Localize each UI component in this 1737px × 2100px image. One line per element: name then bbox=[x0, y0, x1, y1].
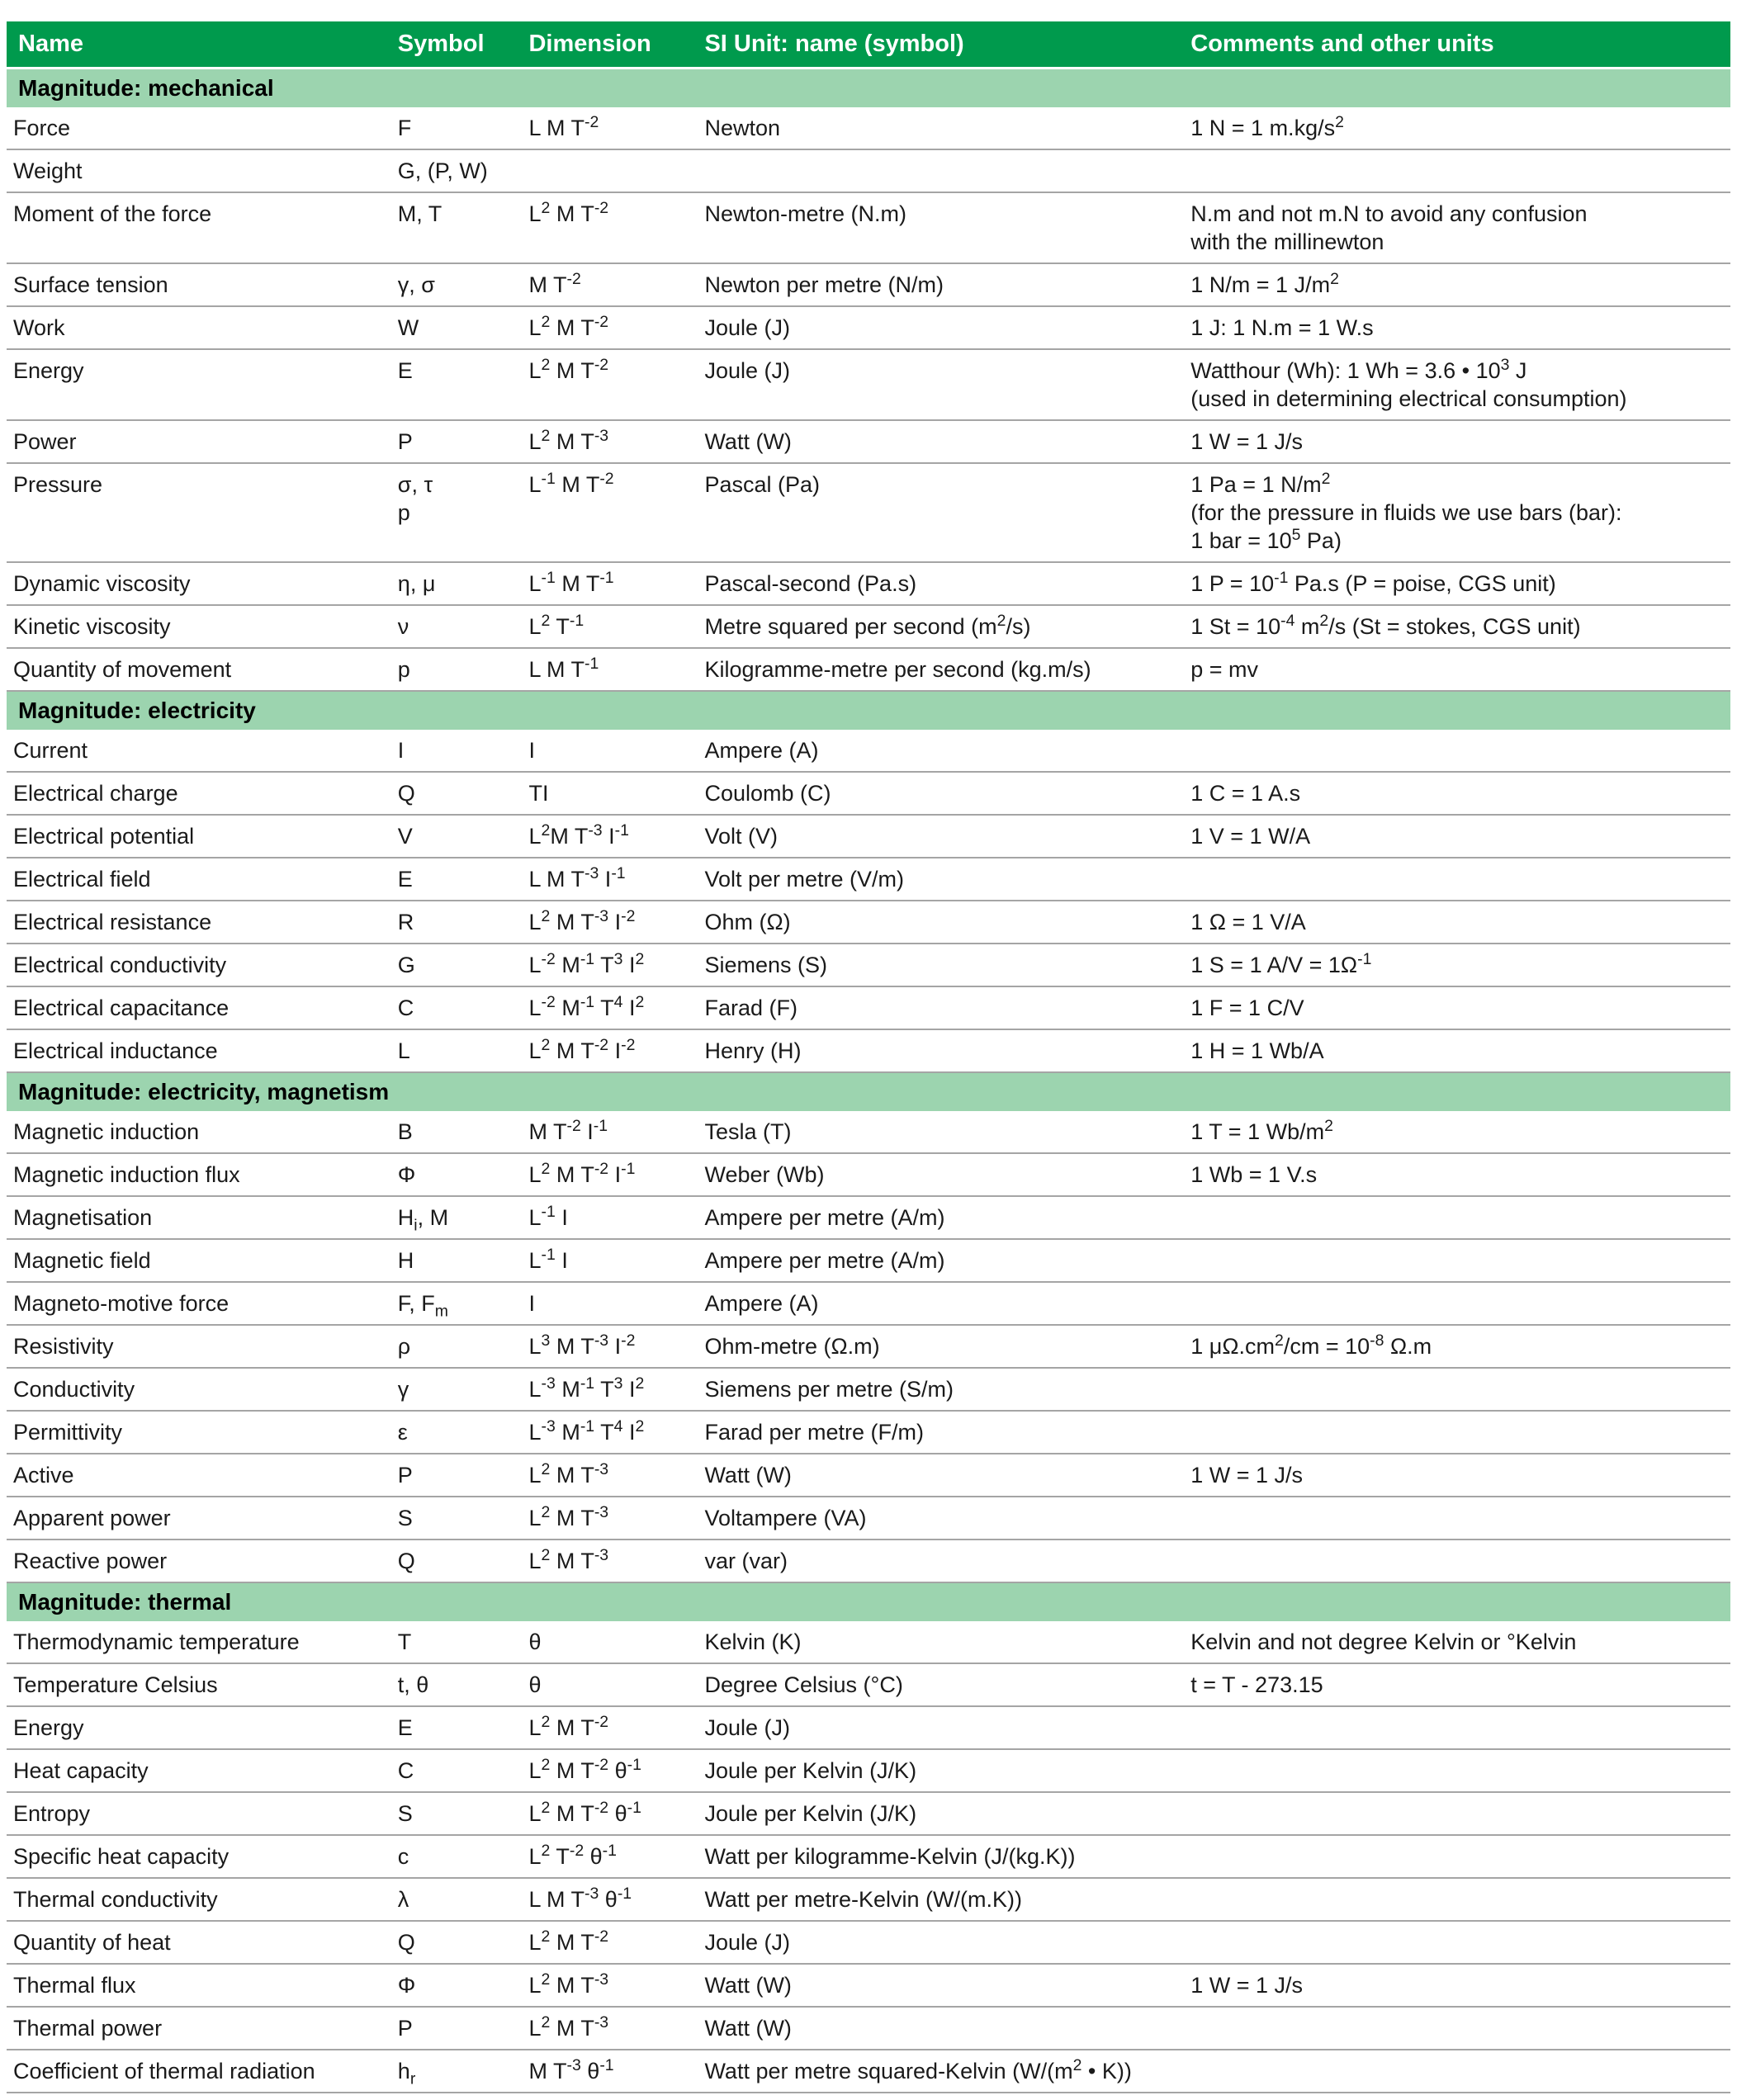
cell-symbol: Q bbox=[395, 772, 526, 815]
section-header-row bbox=[7, 691, 1730, 730]
cell-si-unit: Watt per metre-Kelvin (W/(m.K)) bbox=[701, 1878, 1187, 1921]
table-row bbox=[7, 463, 1730, 562]
cell-dimension: M $T^{-3}$ $\theta^{-1}$ bbox=[525, 2050, 701, 2093]
table-row bbox=[7, 1153, 1730, 1196]
cell-dimension: $L^{-3}$ $M^{-1}$ $T^4$ $I^2$ bbox=[525, 1411, 701, 1454]
cell-symbol: γ bbox=[395, 1368, 526, 1411]
cell-name: Electrical charge bbox=[7, 772, 395, 815]
cell-symbol: Q bbox=[395, 1921, 526, 1964]
table-row bbox=[7, 986, 1730, 1029]
cell-dimension: L M $T^{-3}$ $I^{-1}$ bbox=[525, 858, 701, 901]
column-header-symbol: Symbol bbox=[395, 21, 526, 69]
cell-dimension: $L^{-1}$ M $T^{-1}$ bbox=[525, 562, 701, 605]
cell-dimension: $L^2$ M $T^{-3}$ $I^{-2}$ bbox=[525, 901, 701, 944]
cell-symbol: P bbox=[395, 2007, 526, 2050]
cell-si-unit: Joule (J) bbox=[701, 306, 1187, 349]
cell-dimension: $L^2$ M $T^{-3}$ bbox=[525, 1964, 701, 2007]
cell-dimension: $L^{-2}$ $M^{-1}$ $T^3$ $I^2$ bbox=[525, 944, 701, 986]
cell-comments: 1 C = 1 A.s bbox=[1187, 772, 1730, 815]
cell-comments bbox=[1187, 1282, 1730, 1325]
cell-symbol: R bbox=[395, 901, 526, 944]
cell-symbol: I bbox=[395, 730, 526, 772]
column-header-comments: Comments and other units bbox=[1187, 21, 1730, 69]
cell-comments bbox=[1187, 149, 1730, 192]
cell-name: Entropy bbox=[7, 1792, 395, 1835]
cell-name: Thermal conductivity bbox=[7, 1878, 395, 1921]
cell-si-unit: Pascal (Pa) bbox=[701, 463, 1187, 562]
cell-symbol: $h_r$ bbox=[395, 2050, 526, 2093]
cell-symbol: σ, τ p bbox=[395, 463, 526, 562]
cell-si-unit: Watt (W) bbox=[701, 420, 1187, 463]
cell-symbol: C bbox=[395, 1749, 526, 1792]
cell-symbol: c bbox=[395, 1835, 526, 1878]
cell-comments: 1 W = 1 J/s bbox=[1187, 1964, 1730, 2007]
cell-symbol: T bbox=[395, 1621, 526, 1663]
cell-name: Quantity of heat bbox=[7, 1921, 395, 1964]
cell-symbol: Q bbox=[395, 1540, 526, 1582]
cell-comments bbox=[1187, 2007, 1730, 2050]
section-header-row bbox=[7, 1072, 1730, 1111]
cell-dimension: L M $T^{-3}$ $\theta^{-1}$ bbox=[525, 1878, 701, 1921]
cell-comments: 1 $St = 10^{-4}$ $m^2/s$ (St = stokes, CGS unit) bbox=[1187, 605, 1730, 648]
table-row bbox=[7, 1454, 1730, 1497]
table-body bbox=[7, 69, 1730, 2093]
cell-si-unit bbox=[701, 149, 1187, 192]
cell-si-unit: Joule (J) bbox=[701, 349, 1187, 420]
cell-name: Coefficient of thermal radiation bbox=[7, 2050, 395, 2093]
cell-comments: 1 V = 1 W/A bbox=[1187, 815, 1730, 858]
cell-comments bbox=[1187, 1706, 1730, 1749]
cell-dimension: $L^{-1}$ I bbox=[525, 1196, 701, 1239]
cell-name: Specific heat capacity bbox=[7, 1835, 395, 1878]
cell-dimension: θ bbox=[525, 1663, 701, 1706]
cell-name: Magnetisation bbox=[7, 1196, 395, 1239]
section-title: Magnitude: thermal bbox=[7, 1582, 1730, 1621]
cell-name: Reactive power bbox=[7, 1540, 395, 1582]
cell-dimension: $L^2$ M $T^{-3}$ bbox=[525, 1540, 701, 1582]
cell-comments bbox=[1187, 1368, 1730, 1411]
cell-si-unit: Volt per metre (V/m) bbox=[701, 858, 1187, 901]
cell-dimension: $L^2$ M $T^{-2}$ $\theta^{-1}$ bbox=[525, 1749, 701, 1792]
cell-si-unit: Henry (H) bbox=[701, 1029, 1187, 1072]
cell-name: Pressure bbox=[7, 463, 395, 562]
cell-si-unit: Joule (J) bbox=[701, 1706, 1187, 1749]
cell-name: Electrical capacitance bbox=[7, 986, 395, 1029]
cell-name: Thermal flux bbox=[7, 1964, 395, 2007]
cell-dimension: $L^2$ M $T^{-3}$ bbox=[525, 2007, 701, 2050]
table-row bbox=[7, 192, 1730, 263]
cell-comments bbox=[1187, 1239, 1730, 1282]
cell-name: Resistivity bbox=[7, 1325, 395, 1368]
cell-si-unit: Degree Celsius (°C) bbox=[701, 1663, 1187, 1706]
cell-symbol: E bbox=[395, 858, 526, 901]
cell-si-unit: Joule per Kelvin (J/K) bbox=[701, 1792, 1187, 1835]
table-row bbox=[7, 1835, 1730, 1878]
cell-comments: t = T - 273.15 bbox=[1187, 1663, 1730, 1706]
table-row bbox=[7, 107, 1730, 149]
cell-dimension: $L^2M$ $T^{-3}$ $I^{-1}$ bbox=[525, 815, 701, 858]
column-header-name: Name bbox=[7, 21, 395, 69]
cell-si-unit: Voltampere (VA) bbox=[701, 1497, 1187, 1540]
cell-name: Electrical potential bbox=[7, 815, 395, 858]
cell-dimension bbox=[525, 149, 701, 192]
cell-dimension: M $T^{-2}$ bbox=[525, 263, 701, 306]
cell-name: Dynamic viscosity bbox=[7, 562, 395, 605]
cell-comments bbox=[1187, 1540, 1730, 1582]
cell-symbol: $H_i$, M bbox=[395, 1196, 526, 1239]
cell-name: Force bbox=[7, 107, 395, 149]
cell-name: Magnetic field bbox=[7, 1239, 395, 1282]
table-row bbox=[7, 2050, 1730, 2093]
cell-name: Active bbox=[7, 1454, 395, 1497]
cell-name: Electrical field bbox=[7, 858, 395, 901]
cell-comments: 1 W = 1 J/s bbox=[1187, 1454, 1730, 1497]
table-row bbox=[7, 605, 1730, 648]
table-row bbox=[7, 1921, 1730, 1964]
cell-si-unit: Newton per metre (N/m) bbox=[701, 263, 1187, 306]
table-row bbox=[7, 1029, 1730, 1072]
cell-comments bbox=[1187, 2050, 1730, 2093]
section-header-row bbox=[7, 69, 1730, 108]
cell-si-unit: Tesla (T) bbox=[701, 1111, 1187, 1153]
cell-dimension: $L^3$ M $T^{-3}$ $I^{-2}$ bbox=[525, 1325, 701, 1368]
cell-symbol: S bbox=[395, 1792, 526, 1835]
cell-symbol: ν bbox=[395, 605, 526, 648]
cell-comments: 1 Wb = 1 V.s bbox=[1187, 1153, 1730, 1196]
cell-symbol: t, θ bbox=[395, 1663, 526, 1706]
cell-comments bbox=[1187, 1749, 1730, 1792]
cell-dimension: $L^2$ M $T^{-3}$ bbox=[525, 1454, 701, 1497]
cell-symbol: G bbox=[395, 944, 526, 986]
cell-si-unit: var (var) bbox=[701, 1540, 1187, 1582]
table-row bbox=[7, 1411, 1730, 1454]
cell-si-unit: Newton-metre (N.m) bbox=[701, 192, 1187, 263]
cell-symbol: C bbox=[395, 986, 526, 1029]
table-row bbox=[7, 349, 1730, 420]
table-row bbox=[7, 858, 1730, 901]
cell-symbol: H bbox=[395, 1239, 526, 1282]
cell-si-unit: Watt (W) bbox=[701, 2007, 1187, 2050]
cell-comments: 1 N/m = 1 $J/m^2$ bbox=[1187, 263, 1730, 306]
cell-comments: 1 W = 1 J/s bbox=[1187, 420, 1730, 463]
table-header-row bbox=[7, 21, 1730, 69]
table-row bbox=[7, 1325, 1730, 1368]
cell-name: Quantity of movement bbox=[7, 648, 395, 691]
cell-comments bbox=[1187, 1792, 1730, 1835]
cell-name: Temperature Celsius bbox=[7, 1663, 395, 1706]
cell-comments: 1 H = 1 Wb/A bbox=[1187, 1029, 1730, 1072]
table-row bbox=[7, 1792, 1730, 1835]
cell-dimension: L M $T^{-1}$ bbox=[525, 648, 701, 691]
cell-symbol: ρ bbox=[395, 1325, 526, 1368]
cell-dimension: I bbox=[525, 730, 701, 772]
cell-dimension: TI bbox=[525, 772, 701, 815]
cell-name: Permittivity bbox=[7, 1411, 395, 1454]
table-row bbox=[7, 1749, 1730, 1792]
table-row bbox=[7, 263, 1730, 306]
table-row bbox=[7, 562, 1730, 605]
table-row bbox=[7, 1196, 1730, 1239]
table-row bbox=[7, 1663, 1730, 1706]
cell-si-unit: Siemens per metre (S/m) bbox=[701, 1368, 1187, 1411]
cell-si-unit: Kelvin (K) bbox=[701, 1621, 1187, 1663]
cell-symbol: F bbox=[395, 107, 526, 149]
column-header-dimension: Dimension bbox=[525, 21, 701, 69]
cell-symbol: γ, σ bbox=[395, 263, 526, 306]
cell-comments: Watthour (Wh): 1 Wh = 3.6 • $10^3$ J (used in determining electrical consumption) bbox=[1187, 349, 1730, 420]
cell-symbol: P bbox=[395, 420, 526, 463]
cell-comments: 1 $\mu\Omega.cm^2/cm = 10^{-8}$ Ω.m bbox=[1187, 1325, 1730, 1368]
cell-comments bbox=[1187, 1497, 1730, 1540]
cell-symbol: L bbox=[395, 1029, 526, 1072]
cell-dimension: $L^2$ M $T^{-2}$ $I^{-1}$ bbox=[525, 1153, 701, 1196]
cell-si-unit: Metre squared per second $(m^2/s)$ bbox=[701, 605, 1187, 648]
cell-si-unit: Joule (J) bbox=[701, 1921, 1187, 1964]
cell-comments: N.m and not m.N to avoid any confusion with the millinewton bbox=[1187, 192, 1730, 263]
cell-si-unit: Ampere per metre (A/m) bbox=[701, 1239, 1187, 1282]
table-row bbox=[7, 1706, 1730, 1749]
cell-symbol: λ bbox=[395, 1878, 526, 1921]
section-title: Magnitude: electricity, magnetism bbox=[7, 1072, 1730, 1111]
cell-comments: 1 N = 1 $m.kg/s^2$ bbox=[1187, 107, 1730, 149]
cell-name: Thermal power bbox=[7, 2007, 395, 2050]
cell-si-unit: Ampere per metre (A/m) bbox=[701, 1196, 1187, 1239]
cell-comments: 1 Ω = 1 V/A bbox=[1187, 901, 1730, 944]
cell-comments bbox=[1187, 1196, 1730, 1239]
cell-symbol: ε bbox=[395, 1411, 526, 1454]
table-row bbox=[7, 730, 1730, 772]
cell-name: Conductivity bbox=[7, 1368, 395, 1411]
cell-si-unit: Coulomb (C) bbox=[701, 772, 1187, 815]
cell-si-unit: Pascal-second (Pa.s) bbox=[701, 562, 1187, 605]
cell-dimension: θ bbox=[525, 1621, 701, 1663]
cell-si-unit: Watt per kilogramme-Kelvin (J/(kg.K)) bbox=[701, 1835, 1187, 1878]
cell-name: Current bbox=[7, 730, 395, 772]
cell-symbol: E bbox=[395, 349, 526, 420]
cell-dimension: $L^2$ $T^{-2}$ $\theta^{-1}$ bbox=[525, 1835, 701, 1878]
cell-dimension: $L^2$ M $T^{-2}$ bbox=[525, 1921, 701, 1964]
cell-name: Electrical inductance bbox=[7, 1029, 395, 1072]
cell-si-unit: Farad per metre (F/m) bbox=[701, 1411, 1187, 1454]
cell-si-unit: Kilogramme-metre per second (kg.m/s) bbox=[701, 648, 1187, 691]
table-row bbox=[7, 2007, 1730, 2050]
cell-symbol: S bbox=[395, 1497, 526, 1540]
cell-si-unit: Watt (W) bbox=[701, 1964, 1187, 2007]
cell-dimension: M $T^{-2}$ $I^{-1}$ bbox=[525, 1111, 701, 1153]
cell-comments bbox=[1187, 1411, 1730, 1454]
cell-symbol: F, $F_m$ bbox=[395, 1282, 526, 1325]
cell-si-unit: Joule per Kelvin (J/K) bbox=[701, 1749, 1187, 1792]
cell-name: Energy bbox=[7, 349, 395, 420]
cell-dimension: $L^2$ M $T^{-2}$ bbox=[525, 349, 701, 420]
cell-symbol: Φ bbox=[395, 1153, 526, 1196]
cell-name: Magnetic induction bbox=[7, 1111, 395, 1153]
cell-si-unit: Newton bbox=[701, 107, 1187, 149]
cell-si-unit: Volt (V) bbox=[701, 815, 1187, 858]
section-title: Magnitude: mechanical bbox=[7, 69, 1730, 108]
table-row bbox=[7, 648, 1730, 691]
cell-name: Work bbox=[7, 306, 395, 349]
cell-comments: 1 S = 1 $A/V = 1\Omega^{-1}$ bbox=[1187, 944, 1730, 986]
cell-symbol: E bbox=[395, 1706, 526, 1749]
cell-symbol: B bbox=[395, 1111, 526, 1153]
table-head bbox=[7, 21, 1730, 69]
cell-comments: 1 Pa = 1 $N/m^2$ (for the pressure in fluids we use bars (bar): 1 bar = $10^5$ Pa) bbox=[1187, 463, 1730, 562]
cell-si-unit: Ampere (A) bbox=[701, 730, 1187, 772]
cell-dimension: $L^{-2}$ $M^{-1}$ $T^4$ $I^2$ bbox=[525, 986, 701, 1029]
cell-dimension: $L^2$ M $T^{-2}$ $\theta^{-1}$ bbox=[525, 1792, 701, 1835]
cell-dimension: $L^2$ M $T^{-2}$ bbox=[525, 306, 701, 349]
cell-si-unit: Weber (Wb) bbox=[701, 1153, 1187, 1196]
cell-si-unit: Ampere (A) bbox=[701, 1282, 1187, 1325]
cell-name: Surface tension bbox=[7, 263, 395, 306]
cell-dimension: I bbox=[525, 1282, 701, 1325]
cell-dimension: $L^2$ M $T^{-3}$ bbox=[525, 1497, 701, 1540]
table-row bbox=[7, 1878, 1730, 1921]
cell-name: Weight bbox=[7, 149, 395, 192]
cell-name: Thermodynamic temperature bbox=[7, 1621, 395, 1663]
cell-comments: Kelvin and not degree Kelvin or °Kelvin bbox=[1187, 1621, 1730, 1663]
table-row bbox=[7, 1282, 1730, 1325]
cell-name: Heat capacity bbox=[7, 1749, 395, 1792]
table-row bbox=[7, 1111, 1730, 1153]
table-row bbox=[7, 1540, 1730, 1582]
cell-comments bbox=[1187, 858, 1730, 901]
cell-comments bbox=[1187, 1921, 1730, 1964]
cell-name: Magnetic induction flux bbox=[7, 1153, 395, 1196]
cell-name: Apparent power bbox=[7, 1497, 395, 1540]
cell-comments bbox=[1187, 730, 1730, 772]
cell-comments: 1 $P = 10^{-1}$ Pa.s (P = poise, CGS unit) bbox=[1187, 562, 1730, 605]
cell-name: Energy bbox=[7, 1706, 395, 1749]
cell-name: Kinetic viscosity bbox=[7, 605, 395, 648]
cell-dimension: L M $T^{-2}$ bbox=[525, 107, 701, 149]
cell-dimension: $L^{-3}$ $M^{-1}$ $T^3$ $I^2$ bbox=[525, 1368, 701, 1411]
cell-name: Electrical resistance bbox=[7, 901, 395, 944]
table-row bbox=[7, 1497, 1730, 1540]
table-row bbox=[7, 420, 1730, 463]
cell-dimension: $L^2$ M $T^{-3}$ bbox=[525, 420, 701, 463]
table-row bbox=[7, 306, 1730, 349]
cell-dimension: $L^2$ $T^{-1}$ bbox=[525, 605, 701, 648]
cell-comments bbox=[1187, 1835, 1730, 1878]
cell-name: Power bbox=[7, 420, 395, 463]
cell-comments: 1 F = 1 C/V bbox=[1187, 986, 1730, 1029]
cell-symbol: Φ bbox=[395, 1964, 526, 2007]
cell-dimension: $L^2$ M $T^{-2}$ bbox=[525, 192, 701, 263]
cell-symbol: η, μ bbox=[395, 562, 526, 605]
table-row bbox=[7, 1239, 1730, 1282]
cell-dimension: $L^2$ M $T^{-2}$ $I^{-2}$ bbox=[525, 1029, 701, 1072]
cell-name: Moment of the force bbox=[7, 192, 395, 263]
table-row bbox=[7, 149, 1730, 192]
cell-comments bbox=[1187, 1878, 1730, 1921]
cell-si-unit: Siemens (S) bbox=[701, 944, 1187, 986]
cell-si-unit: Ohm-metre (Ω.m) bbox=[701, 1325, 1187, 1368]
table-row bbox=[7, 901, 1730, 944]
cell-name: Electrical conductivity bbox=[7, 944, 395, 986]
table-row bbox=[7, 944, 1730, 986]
cell-comments: 1 J: 1 N.m = 1 W.s bbox=[1187, 306, 1730, 349]
cell-dimension: $L^2$ M $T^{-2}$ bbox=[525, 1706, 701, 1749]
cell-comments: 1 T = 1 $Wb/m^2$ bbox=[1187, 1111, 1730, 1153]
cell-symbol: V bbox=[395, 815, 526, 858]
table-row bbox=[7, 815, 1730, 858]
cell-si-unit: Watt (W) bbox=[701, 1454, 1187, 1497]
cell-symbol: W bbox=[395, 306, 526, 349]
section-header-row bbox=[7, 1582, 1730, 1621]
units-table bbox=[7, 21, 1730, 2093]
cell-si-unit: Ohm (Ω) bbox=[701, 901, 1187, 944]
cell-si-unit: Watt per metre squared-Kelvin ($W/(m^2$ • K)) bbox=[701, 2050, 1187, 2093]
cell-symbol: p bbox=[395, 648, 526, 691]
cell-symbol: P bbox=[395, 1454, 526, 1497]
column-header-si-unit: SI Unit: name (symbol) bbox=[701, 21, 1187, 69]
table-row bbox=[7, 772, 1730, 815]
cell-name: Magneto-motive force bbox=[7, 1282, 395, 1325]
cell-dimension: $L^{-1}$ M $T^{-2}$ bbox=[525, 463, 701, 562]
table-row bbox=[7, 1621, 1730, 1663]
cell-dimension: $L^{-1}$ I bbox=[525, 1239, 701, 1282]
table-row bbox=[7, 1368, 1730, 1411]
cell-si-unit: Farad (F) bbox=[701, 986, 1187, 1029]
cell-comments: p = mv bbox=[1187, 648, 1730, 691]
table-row bbox=[7, 1964, 1730, 2007]
cell-symbol: M, T bbox=[395, 192, 526, 263]
cell-symbol: G, (P, W) bbox=[395, 149, 526, 192]
section-title: Magnitude: electricity bbox=[7, 691, 1730, 730]
